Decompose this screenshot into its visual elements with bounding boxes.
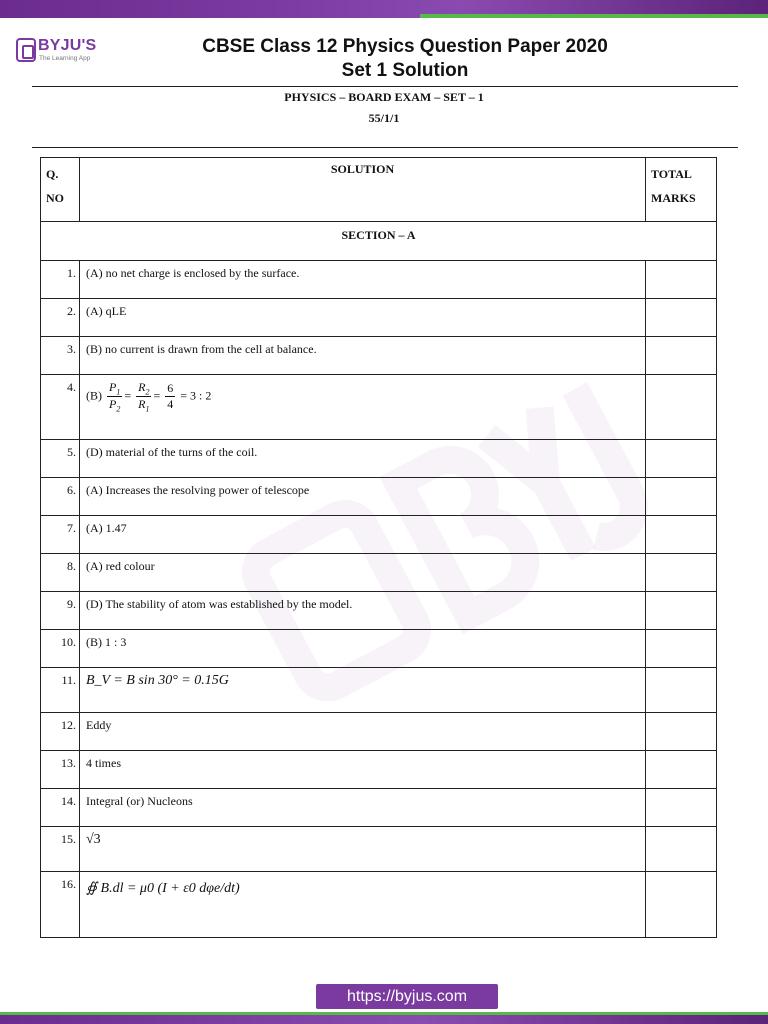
question-number: 8. (41, 554, 80, 592)
table-header-row (41, 158, 717, 222)
header-qno (41, 158, 80, 222)
table-row (41, 375, 717, 440)
answer-text: (A) no net charge is enclosed by the surface. (80, 261, 646, 299)
marks-cell (646, 668, 717, 713)
website-link[interactable]: https://byjus.com (316, 984, 498, 1009)
exam-code: 55/1/1 (368, 111, 400, 125)
marks-cell (646, 261, 717, 299)
answer-text: ∯ B.dl = μ0 (I + ε0 dφe/dt) (80, 872, 646, 938)
section-title: SECTION – A (41, 222, 717, 261)
table-row (41, 668, 717, 713)
header-divider-bottom (32, 147, 738, 148)
marks-cell (646, 375, 717, 440)
answer-prefix: (B) (86, 388, 102, 403)
header-marks-line2: MARKS (651, 191, 696, 205)
table-row (41, 713, 717, 751)
logo-tagline: The Learning App (39, 55, 91, 62)
ratio-fraction-num: $\frac{6}{4}$ (167, 381, 174, 412)
top-green-stripe (420, 14, 768, 18)
answer-text: (B) 1 : 3 (80, 630, 646, 668)
answer-text: Integral (or) Nucleons (80, 789, 646, 827)
solution-table (40, 157, 717, 938)
marks-cell (646, 337, 717, 375)
marks-cell (646, 872, 717, 938)
marks-cell (646, 713, 717, 751)
question-number: 3. (41, 337, 80, 375)
answer-text: Eddy (80, 713, 646, 751)
question-number: 10. (41, 630, 80, 668)
ratio-fraction-r: $\frac{R_2}{R_1}$ (138, 380, 150, 414)
header-solution: SOLUTION (80, 158, 646, 222)
table-row (41, 299, 717, 337)
question-number: 16. (41, 872, 80, 938)
marks-cell (646, 592, 717, 630)
table-row (41, 554, 717, 592)
answer-text: (D) The stability of atom was established by the model. (80, 592, 646, 630)
header-qno-line1: Q. (46, 167, 59, 181)
question-number: 7. (41, 516, 80, 554)
question-number: 15. (41, 827, 80, 872)
question-number: 5. (41, 440, 80, 478)
header-divider-top (32, 86, 738, 87)
table-row (41, 872, 717, 938)
question-number: 11. (41, 668, 80, 713)
marks-cell (646, 478, 717, 516)
table-row (41, 261, 717, 299)
marks-cell (646, 554, 717, 592)
answer-text: B_V = B sin 30° = 0.15G (80, 668, 646, 713)
header-marks-line1: TOTAL (651, 167, 692, 181)
marks-cell (646, 516, 717, 554)
table-row (41, 827, 717, 872)
answer-text: 4 times (80, 751, 646, 789)
answer-text: (A) red colour (80, 554, 646, 592)
marks-cell (646, 751, 717, 789)
answer-text: (B) no current is drawn from the cell at balance. (80, 337, 646, 375)
table-row (41, 337, 717, 375)
answer-tail: = 3 : 2 (180, 388, 212, 403)
byjus-logo (16, 38, 106, 66)
question-number: 1. (41, 261, 80, 299)
table-row (41, 516, 717, 554)
header-marks (646, 158, 717, 222)
question-number: 14. (41, 789, 80, 827)
answer-text: √3 (80, 827, 646, 872)
question-number: 12. (41, 713, 80, 751)
answer-text: (D) material of the turns of the coil. (80, 440, 646, 478)
marks-cell (646, 827, 717, 872)
marks-cell (646, 789, 717, 827)
page-subtitle: Set 1 Solution (341, 60, 469, 81)
page-title: CBSE Class 12 Physics Question Paper 2020 (202, 36, 608, 57)
table-row (41, 478, 717, 516)
bottom-green-stripe (0, 1012, 768, 1015)
answer-text: (A) qLE (80, 299, 646, 337)
question-number: 2. (41, 299, 80, 337)
question-number: 9. (41, 592, 80, 630)
header-qno-line2: NO (46, 191, 64, 205)
marks-cell (646, 630, 717, 668)
logo-icon (16, 38, 36, 62)
section-row (41, 222, 717, 261)
table-row (41, 440, 717, 478)
exam-subtitle: PHYSICS – BOARD EXAM – SET – 1 (284, 90, 484, 104)
table-row (41, 592, 717, 630)
table-row (41, 751, 717, 789)
answer-text: (A) Increases the resolving power of telescope (80, 478, 646, 516)
table-row (41, 630, 717, 668)
logo-name: BYJU'S (38, 37, 97, 54)
question-number: 6. (41, 478, 80, 516)
answer-text: (A) 1.47 (80, 516, 646, 554)
question-number: 4. (41, 375, 80, 440)
answer-text: (B) $\frac{P_1}{P_2}$ = $\frac{R_2}{R_1}$ = $\frac{6}{4}$ = 3 : 2 (80, 375, 646, 440)
marks-cell (646, 440, 717, 478)
ratio-fraction-p: $\frac{P_1}{P_2}$ (109, 380, 121, 414)
table-row (41, 789, 717, 827)
question-number: 13. (41, 751, 80, 789)
marks-cell (646, 299, 717, 337)
